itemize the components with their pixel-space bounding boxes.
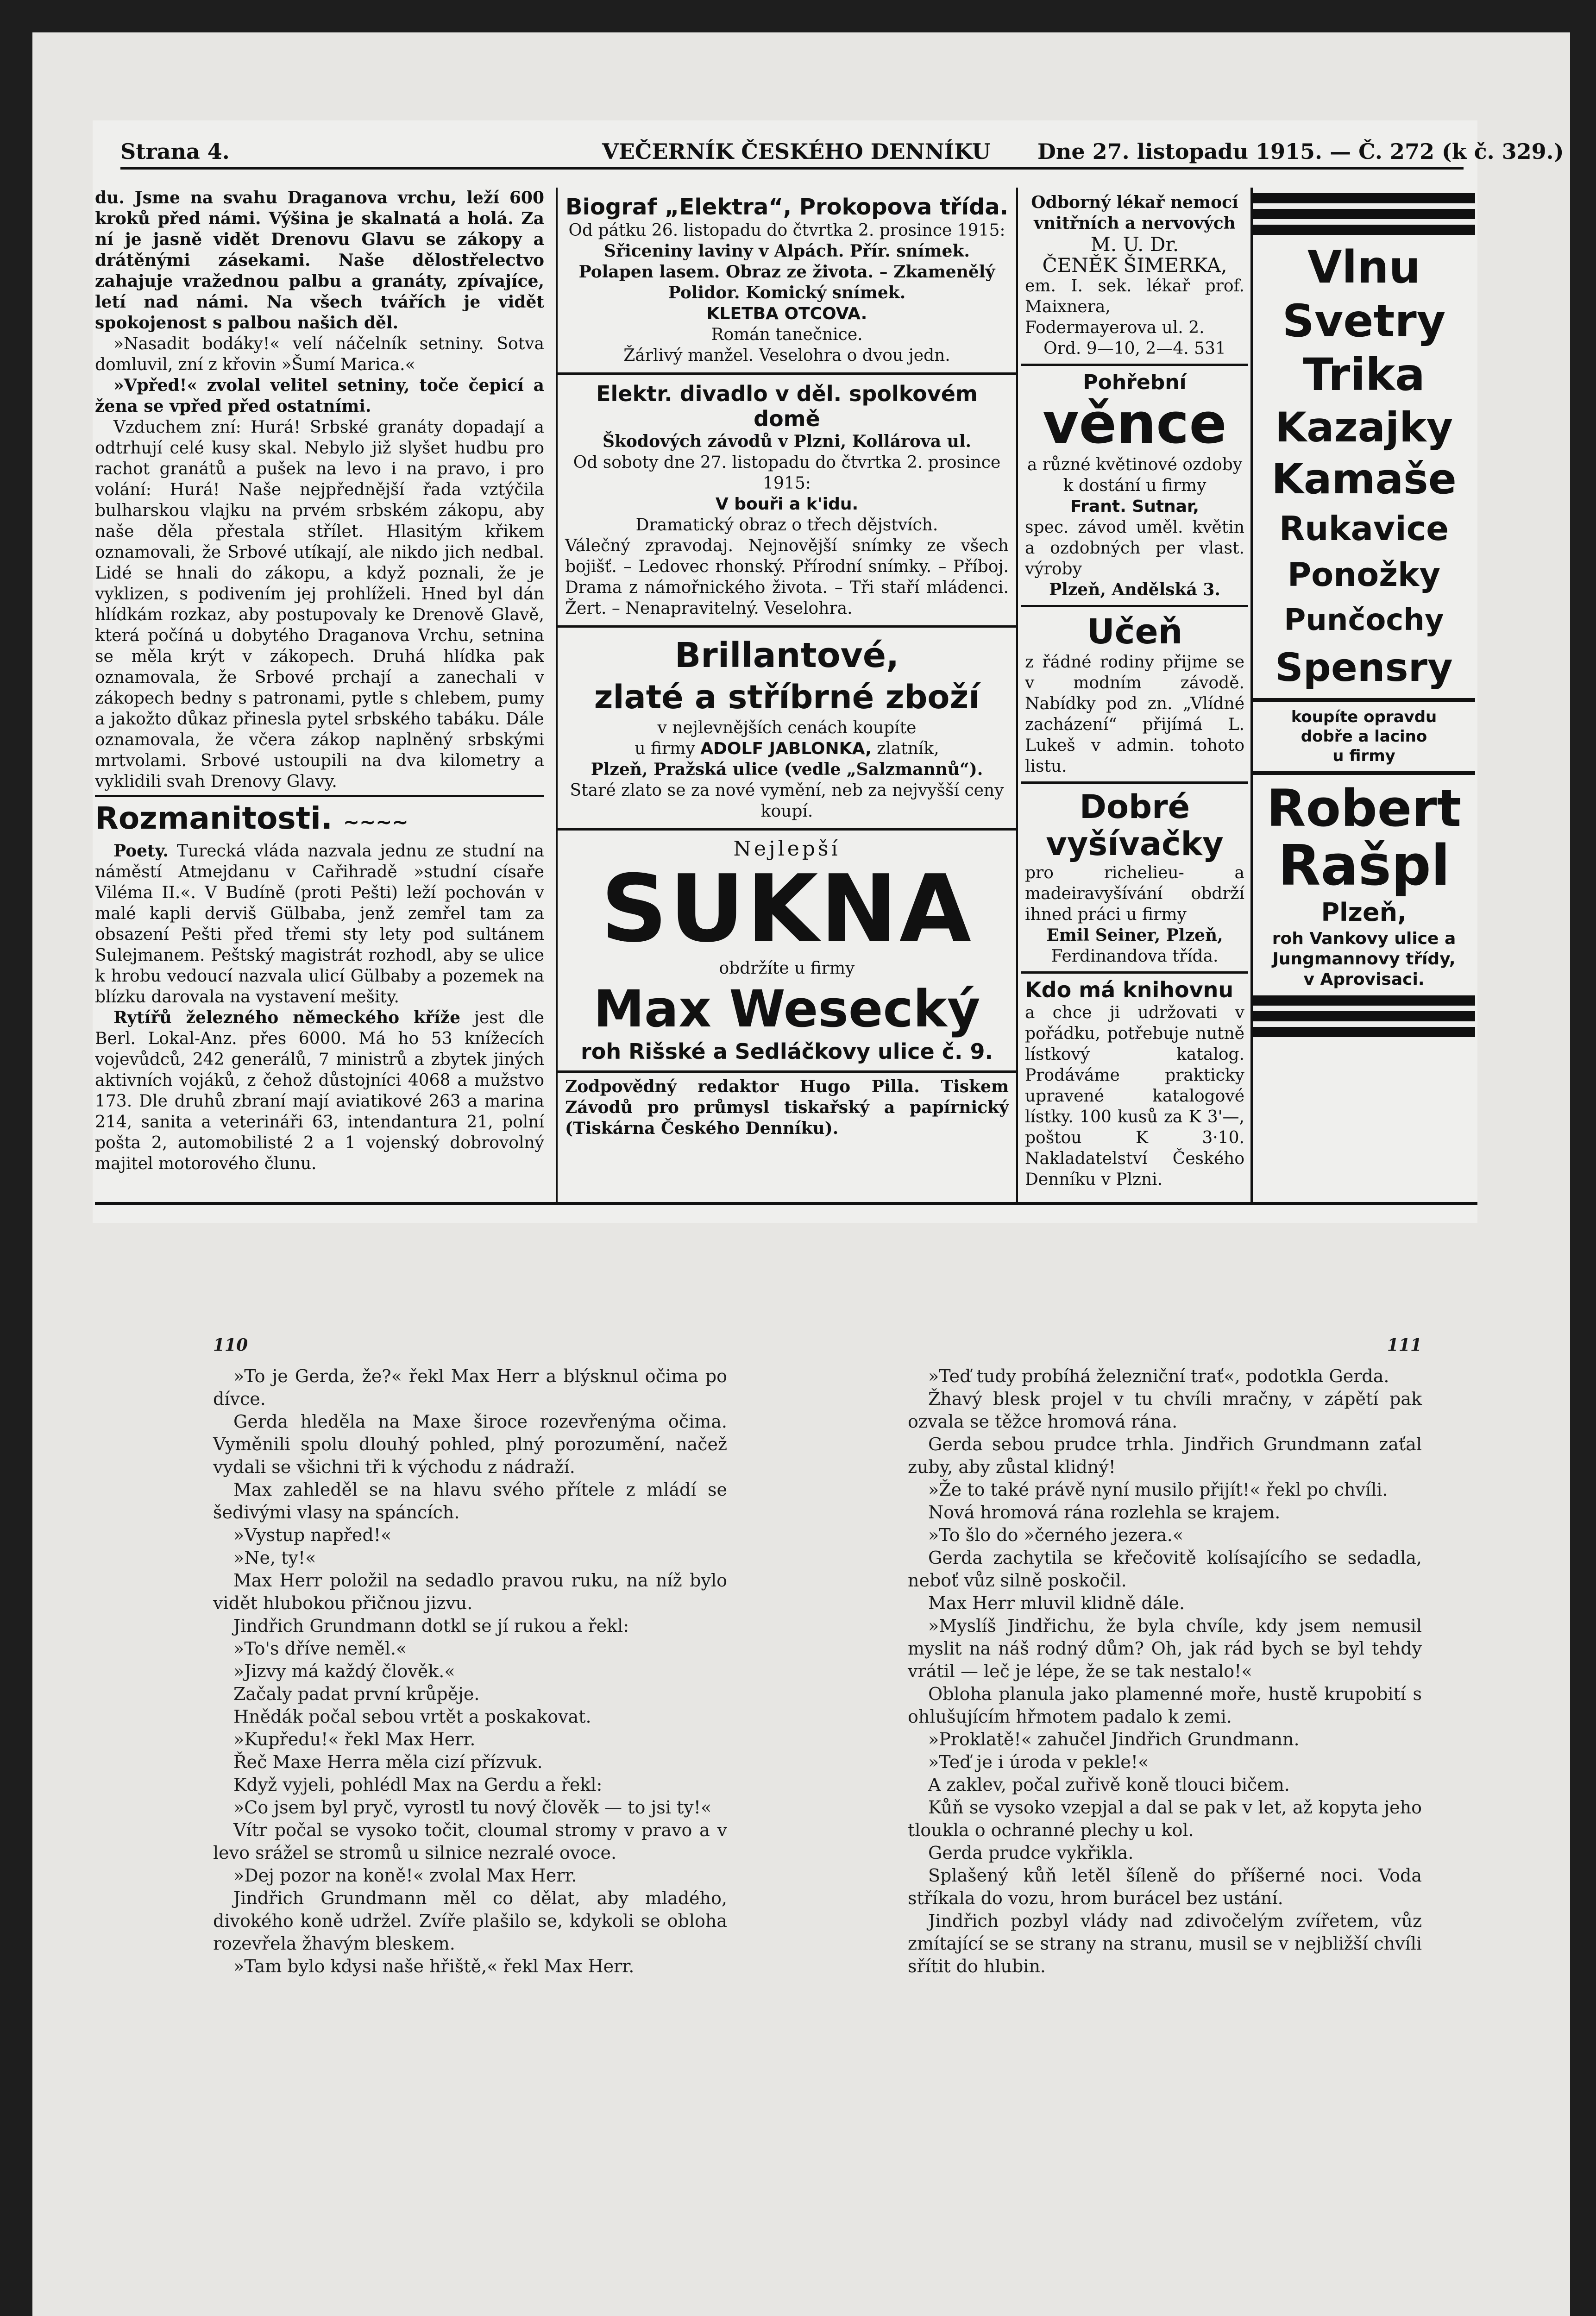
ad-title: Elektr. divadlo v děl. spolkovém domě [596,381,978,431]
book-paragraph: Max Herr mluvil klidně dále. [928,1593,1185,1613]
article-paragraph: du. Jsme na svahu Draganova vrchu, leží 600 kroků před námi. Výšina je skalnatá a holá. Za ní je jasně vidět Drenovu Glavu se zákopy a drátěnými zásekami. Naše dělostřelectvo zahajuje vražednou palbu a granáty, zpívajíce, letí nad námi. Na všech tvářích je vidět spokojenost s palbou našich děl. [95,188,544,333]
ad-line: obdržíte u firmy [719,959,855,978]
article-paragraph: Vzduchem zní: Hurá! Srbské granáty dopadají a odtrhují celé kusy skal. Nebylo již slyšet hudbu pro rachot granátů a pušek na levo i na pravo, i pro volání: Hurá! Naše nejpřednější řada vztýčila bulharskou vlajku na prvém srbském zákopu, aby naše děla přestala střílet. Hlasitým křikem oznamovali, že Srbové utíkají, ale nikdo jich nedbal. Lidé se hnali do zákopu, a když poznali, že je vyklizen, s podivením jej prohlíželi. Hned byl dán hlídkám rozkaz, aby postupovaly ke Drenově Glavě, která počíná u dobytého Draganova Vrchu, setnina se měla krýt v zákopech. Druhá hlídka pak oznamovala, že Srbové prchají a zanechali v zákopech bedny s patronami, pytle s chlebem, pumy a jakožto důkaz přinesla pytel srbského tabáku. Dále oznamovala, že včera zákop naplněný srbskými mrtvolami. Srbové ustoupili na dva kilometry a vyklidili svah Drenovy Glavy. [95,418,544,791]
ad-jablonka [558,628,1016,831]
imprint: Zodpovědný redaktor Hugo Pilla. Tiskem Závodů pro průmysl tiskařský a papírnický (Tiskárna Českého Denníku). [565,1077,1009,1138]
book-page-right [908,1334,1422,1978]
note-item: Poety. Turecká vláda nazvala jednu ze studní na náměstí Atmejdanu v Cařihradě »studní císaře Viléma II.«. V Budíně (proti Pešti) leží pochován v malé kapli derviš Gülbaba, jenž zemřel tam za obsazení Pešti před třemi sty lety pod sultánem Sulejmanem. Peštský magistrát rozhodl, aby se ulice k hrobu vedoucí nazvala ulicí Gülbaby a pozemek na blízku darovala na vystavení mešity. [95,841,544,1007]
book-paragraph: »Proklatě!« zahučel Jindřich Grundmann. [928,1729,1300,1750]
ad-line: Román tanečnice. [711,325,863,344]
divider-rule [1253,698,1475,702]
book-paragraph: »To's dříve neměl.« [233,1638,407,1659]
ad-name: Max Wesecký [593,979,980,1038]
book-paragraph: Gerda hleděla na Maxe široce rozevřenýma očima. Vyměnili spolu dlouhý pohled, plný porozumění, načež vydali se všichni tři k východu z nádraží. [213,1411,727,1477]
book-paragraph: Hnědák počal sebou vrtět a poskakovat. [233,1706,591,1727]
book-paragraph: Splašený kůň letěl šíleně do příšerné noci. Voda stříkala do vozu, hrom burácel bez ustání. [908,1865,1422,1908]
book-paragraph: Vítr počal se vysoko točit, cloumal stromy v pravo a v levo srážel se stromů u silnice nezralé ovoce. [213,1820,727,1863]
issue-date: Dne 27. listopadu 1915. — Č. 272 (k č. 329.) [1037,139,1564,164]
ad-line: Polapen lasem. Obraz ze života. – Zkamenělý Polidor. Komický snímek. [578,262,995,302]
book-paragraph: »Teď tudy probíhá železniční trať«, podotkla Gerda. [928,1366,1389,1386]
ad-line: KLETBA OTCOVA. [706,304,867,323]
book-paragraph: »Ne, ty!« [233,1548,316,1568]
book-paragraph: »Kupředu!« řekl Max Herr. [233,1729,476,1750]
article-column [95,188,544,1202]
section-title: Rozmanitosti. ~~~~ [95,800,408,836]
book-paragraph: Max zahleděl se na hlavu svého přítele z mládí se šedivými vlasy na spáncích. [213,1479,727,1523]
ad-simerka: Odborný lékař nemocí vnitřních a nervových M. U. Dr. ČENĚK ŠIMERKA, em. I. sek. lékař prof. Maixnera, Fodermayerova ul. 2. Ord. 9—10, 2—4. 531 [1021,188,1248,366]
ad-sutnar: Pohřební věnce a různé květinové ozdoby k dostání u firmy Frant. Sutnar, spec. závod uměl. květin a ozdobných per vlast. výroby Plzeň, Andělská 3. [1021,366,1248,607]
book-paragraph: Řeč Maxe Herra měla cizí přízvuk. [233,1752,543,1772]
ad-line: V bouři a k'idu. [715,495,859,514]
page-number: 110 [213,1335,248,1355]
book-paragraph: A zaklev, počal zuřivě koně tlouci bičem. [928,1775,1290,1795]
book-paragraph: Obloha planula jako plamenné moře, hustě krupobití s ohlušujícím hřmotem padalo k zemi. [908,1684,1422,1727]
ad-sukna [558,831,1016,1073]
divider-rule [1253,225,1475,235]
book-paragraph: Žhavý blesk projel v tu chvíli mračny, v zápětí pak ozvala se těžce hromová rána. [908,1389,1422,1432]
page-number: 111 [1387,1335,1422,1355]
ad-line: Dramatický obraz o třech dějstvích. [635,516,938,535]
ad-biograf-elektra [558,188,1016,375]
book-paragraph: Max Herr položil na sedadlo pravou ruku, na níž bylo vidět hlubokou přičnou jizvu. [213,1570,727,1613]
book-paragraph: Jindřich pozbyl vlády nad zdivočelým zvířetem, vůz zmítající se se strany na stranu, musil se v nejbližší chvíli sřítit do hlubin. [908,1911,1422,1976]
book-paragraph: »Teď je i úroda v pekle!« [928,1752,1149,1772]
book-paragraph: Jindřich Grundmann měl co dělat, aby mladého, divokého koně udržel. Zvíře plašilo se, kdykoli se obloha rozevřela žhavým bleskem. [213,1888,727,1954]
book-paragraph: Nová hromová rána rozlehla se krajem. [928,1502,1281,1523]
note-item: Rytířů železného německého kříže jest dle Berl. Lokal-Anz. přes 6000. Má ho 53 knížecích vojevůdců, 242 generálů, 7 ministrů a zbytek jiných aktivních vojáků, z čehož důstojníci 4068 a mužstvo 173. Dle druhů zbraní mají aviatikové 263 a marina 214, sanita a veterináři 63, intendantura 21, polní pošta 2, automobilisté 2 a 1 vojenský dobrovolný majitel motorového člunu. [95,1008,544,1173]
book-paragraph: »Co jsem byl pryč, vyrostl tu nový člověk — to jsi ty!« [233,1797,712,1818]
book-paragraph: Kůň se vysoko vzepjal a dal se pak v let, až kopyta jeho tloukla o ochranné plechy u kol. [908,1797,1422,1840]
book-paragraph: Začaly padat první krůpěje. [233,1684,480,1704]
ad-dates: Od pátku 26. listopadu do čtvrtka 2. prosince 1915: [568,221,1005,240]
ad-title: SUKNA [601,855,973,963]
paper-title: VEČERNÍK ČESKÉHO DENNÍKU [602,139,991,164]
ad-line: u firmy ADOLF JABLONKA, zlatník, [635,739,939,758]
ad-line: Žárlivý manžel. Veselohra o dvou jedn. [623,346,950,365]
ad-line: Staré zlato se za nové vymění, neb za nejvyšší ceny koupí. [570,781,1004,821]
ad-line: Škodových závodů v Plzni, Kollárova ul. [602,432,972,451]
ad-ucen: Učeň z řádné rodiny přijme se v modním závodě. Nabídky pod zn. „Vlídné zacházení“ přijímá L. Lukeš v admin. tohoto listu. [1021,607,1248,784]
book-paragraph: »Jizvy má každý člověk.« [233,1661,455,1681]
newspaper-header [120,139,1564,170]
ad-elektr-divadlo [558,375,1016,628]
book-page-left [213,1334,727,1978]
ad-line: Válečný zpravodaj. Nejnovější snímky ze všech bojišť. – Ledovec rhonský. Přírodní snímky. – Příboj. Drama z námořnického života. – Tři staří mládenci. Žert. – Nenapravitelný. Veselohra. [565,536,1009,618]
book-paragraph: Gerda sebou prudce trhla. Jindřich Grundmann zaťal zuby, aby zůstal klidný! [908,1434,1422,1477]
book-paragraph: »Že to také právě nyní musilo přijít!« řekl po chvíli. [928,1479,1388,1500]
ad-line: Sřiceniny laviny v Alpách. Přír. snímek. [604,241,970,261]
ad-title: Brillantové, [674,636,899,675]
book-paragraph: »To šlo do »černého jezera.« [928,1525,1183,1545]
ad-line: roh Rišské a Sedláčkovy ulice č. 9. [581,1039,993,1064]
book-paragraph: Gerda zachytila se křečovitě kolísajícího se sedadla, neboť vůz silně poskočil. [908,1548,1422,1591]
ad-line: Plzeň, Pražská ulice (vedle „Salzmannů“). [591,760,983,779]
divider-rule [95,795,544,797]
article-paragraph: »Vpřed!« zvolal velitel setniny, toče čepicí a žena se vpřed před ostatními. [95,376,544,416]
page-number: Strana 4. [120,139,230,164]
ad-knihovna: Kdo má knihovnu a chce ji udržovati v pořádku, potřebuje nutně lístkový katalog. Prodáváme prakticky upravené katalogové lístky. 100 kusů za K 3'—, poštou K 3·10. Nakladatelství Českého Denníku v Plzni. [1025,977,1244,1189]
divider-rule [95,1202,1477,1205]
divider-rule [1253,1011,1475,1021]
ads-column-right [1021,188,1248,1202]
book-paragraph: »Vystup napřed!« [233,1525,392,1545]
book-paragraph: »Tam bylo kdysi naše hřiště,« řekl Max Herr. [233,1956,635,1976]
ad-title: zlaté a stříbrné zboží [594,678,980,716]
book-paragraph: »Myslíš Jindřichu, že byla chvíle, kdy jsem nemusil myslit na náš rodný dům? Oh, jak rád bych se byl tehdy vrátil — leč je lépe, že se tak nestalo!« [908,1616,1422,1681]
book-paragraph: »To je Gerda, že?« řekl Max Herr a blýsknul očima po dívce. [213,1366,727,1409]
ad-seiner: Dobré vyšívačky pro richelieu- a madeiravyšívání obdrží ihned práci u firmy Emil Seiner, Plzeň, Ferdinandova třída. [1021,784,1248,974]
book-paragraph: »Dej pozor na koně!« zvolal Max Herr. [233,1865,577,1886]
book-paragraph: Gerda prudce vykřikla. [928,1843,1134,1863]
divider-rule [1253,193,1475,203]
divider-rule [1253,771,1475,775]
ad-dates: Od soboty dne 27. listopadu do čtvrtka 2. prosince 1915: [573,453,1001,493]
divider-rule [1253,1027,1475,1037]
ads-column-center [556,188,1018,1202]
ad-line: v nejlevnějších cenách koupíte [657,718,917,737]
ad-title: Biograf „Elektra“, Prokopova třída. [565,194,1008,220]
divider-rule [1253,995,1475,1006]
book-paragraph: Když vyjeli, pohlédl Max na Gerdu a řekl: [233,1775,603,1795]
ad-line: Nejlepší [733,837,841,861]
divider-rule [1253,209,1475,219]
ad-raspl: Vlnu Svetry Trika Kazajky Kamaše Rukavice Ponožky Punčochy Spensry koupíte opravdu dobře a lacino u firmy Robert Rašpl Plzeň, roh Vankovy ulice a Jungmannovy třídy, v Aprovisaci. [1253,188,1475,1202]
book-paragraph: Jindřich Grundmann dotkl se jí rukou a řekl: [233,1616,629,1636]
section-ornament: ~~~~ [343,811,408,833]
article-paragraph: »Nasadit bodáky!« velí náčelník setniny. Sotva domluvil, zní z křovin »Šumí Marica.« [95,334,544,374]
